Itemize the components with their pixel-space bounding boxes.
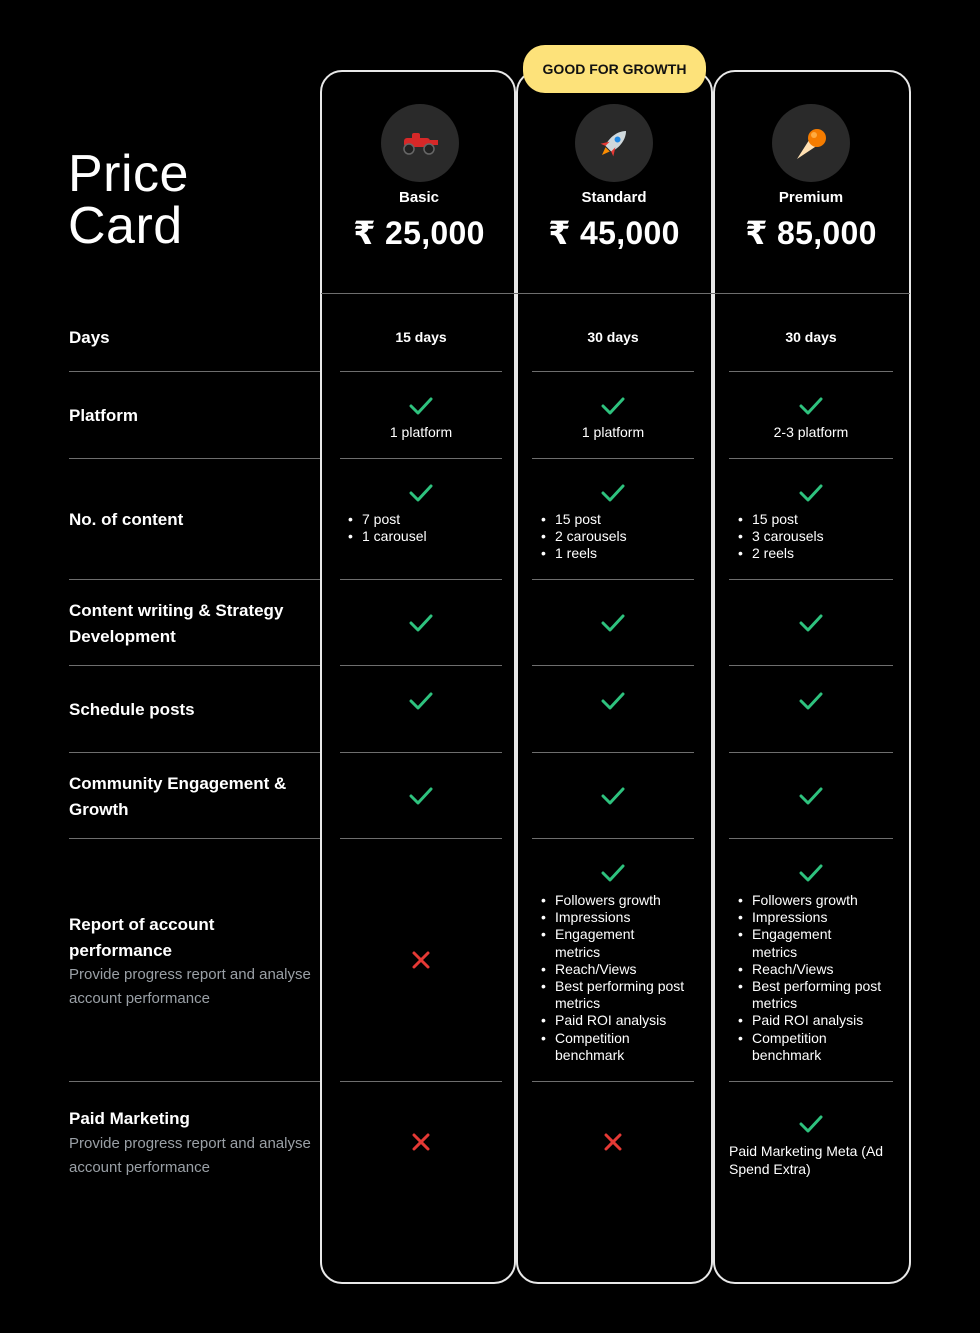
row-label-schedule: Schedule posts [69, 700, 195, 719]
row-divider [69, 752, 320, 753]
row-divider [340, 838, 502, 839]
rocket-icon [575, 104, 653, 182]
row-divider [340, 458, 502, 459]
check-icon [409, 396, 433, 416]
list-item: • 2 reels [752, 545, 824, 562]
list-item: • Competition benchmark [752, 1030, 852, 1064]
plan-column-premium [713, 70, 911, 1284]
list-item: • 15 post [555, 511, 627, 528]
plan-name-basic: Basic [398, 189, 440, 206]
row-label-days: Days [69, 328, 110, 347]
check-icon [601, 613, 625, 633]
list-item: • Engagement metrics [555, 926, 655, 960]
row-divider [729, 1081, 893, 1082]
row-label-writing: Content writing & Strategy Development [69, 601, 284, 646]
list-item: • Impressions [555, 909, 715, 926]
row-divider [340, 579, 502, 580]
row-divider [729, 752, 893, 753]
row-divider [69, 371, 320, 372]
list-item: • Followers growth [555, 892, 715, 909]
list-item: • Reach/Views [555, 961, 715, 978]
plan-price-standard: ₹ 45,000 [548, 215, 680, 251]
plan-column-basic [320, 70, 516, 1284]
check-icon [799, 1114, 823, 1134]
plan-name-premium: Premium [778, 189, 844, 206]
check-icon [601, 483, 625, 503]
content-list-basic [340, 511, 427, 545]
row-divider [532, 665, 694, 666]
list-item: • 15 post [752, 511, 824, 528]
check-icon [799, 396, 823, 416]
list-item: • 3 carousels [752, 528, 824, 545]
check-icon [409, 483, 433, 503]
check-icon [409, 691, 433, 711]
row-divider [532, 458, 694, 459]
plan-name-standard: Standard [581, 189, 647, 206]
row-divider [729, 665, 893, 666]
paid-marketing-premium-text: Paid Marketing Meta (Ad Spend Extra) [729, 1143, 884, 1177]
check-icon [409, 613, 433, 633]
content-list-premium [730, 511, 824, 563]
row-divider [532, 1081, 694, 1082]
row-divider [729, 371, 893, 372]
list-item: • 7 post [362, 511, 427, 528]
list-item: • Competition benchmark [555, 1030, 655, 1064]
cross-icon [603, 1132, 623, 1152]
check-icon [601, 863, 625, 883]
row-label-platform: Platform [69, 406, 138, 425]
page-title: Price Card [68, 145, 189, 255]
check-icon [601, 786, 625, 806]
list-item: • Best performing post metrics [555, 978, 685, 1012]
row-divider [340, 371, 502, 372]
check-icon [601, 396, 625, 416]
row-divider [532, 371, 694, 372]
race-car-icon [381, 104, 459, 182]
list-item: • 1 reels [555, 545, 627, 562]
content-list-standard [533, 511, 627, 563]
row-sub-report: Provide progress report and analyse account performance [69, 966, 311, 1007]
check-icon [799, 483, 823, 503]
row-divider [340, 1081, 502, 1082]
check-icon [799, 691, 823, 711]
row-divider [69, 458, 320, 459]
list-item: • Paid ROI analysis [555, 1012, 715, 1029]
row-sub-paid: Provide progress report and analyse account performance [69, 1135, 311, 1176]
days-standard: 30 days [587, 329, 639, 345]
platform-standard: 1 platform [581, 424, 645, 440]
recommended-badge: GOOD FOR GROWTH [523, 45, 706, 93]
plan-price-basic: ₹ 25,000 [353, 215, 485, 251]
row-label-community: Community Engagement & Growth [69, 774, 287, 819]
row-label-paid: Paid Marketing [69, 1109, 190, 1128]
row-divider [69, 838, 320, 839]
check-icon [799, 613, 823, 633]
list-item: • Engagement metrics [752, 926, 852, 960]
row-divider [729, 458, 893, 459]
row-divider [69, 665, 320, 666]
list-item: • Reach/Views [752, 961, 912, 978]
list-item: • Followers growth [752, 892, 912, 909]
platform-premium: 2-3 platform [773, 424, 849, 440]
report-list-premium [730, 892, 912, 1064]
cross-icon [411, 950, 431, 970]
comet-icon [772, 104, 850, 182]
days-basic: 15 days [395, 329, 447, 345]
row-divider [729, 838, 893, 839]
check-icon [799, 863, 823, 883]
list-item: • Paid ROI analysis [752, 1012, 912, 1029]
check-icon [799, 786, 823, 806]
list-item: • 2 carousels [555, 528, 627, 545]
row-divider [532, 579, 694, 580]
row-divider [729, 579, 893, 580]
row-divider [340, 665, 502, 666]
row-divider [69, 579, 320, 580]
row-divider [532, 752, 694, 753]
row-label-content: No. of content [69, 510, 184, 529]
days-premium: 30 days [785, 329, 837, 345]
platform-basic: 1 platform [389, 424, 453, 440]
check-icon [409, 786, 433, 806]
plan-price-premium: ₹ 85,000 [745, 215, 877, 251]
check-icon [601, 691, 625, 711]
row-divider [340, 752, 502, 753]
row-divider [69, 1081, 320, 1082]
plan-column-standard [516, 70, 713, 1284]
list-item: • Best performing post metrics [752, 978, 882, 1012]
row-divider [532, 838, 694, 839]
header-divider [321, 293, 910, 294]
cross-icon [411, 1132, 431, 1152]
list-item: • Impressions [752, 909, 912, 926]
row-label-report: Report of account performance [69, 915, 215, 960]
list-item: • 1 carousel [362, 528, 427, 545]
report-list-standard [533, 892, 715, 1064]
